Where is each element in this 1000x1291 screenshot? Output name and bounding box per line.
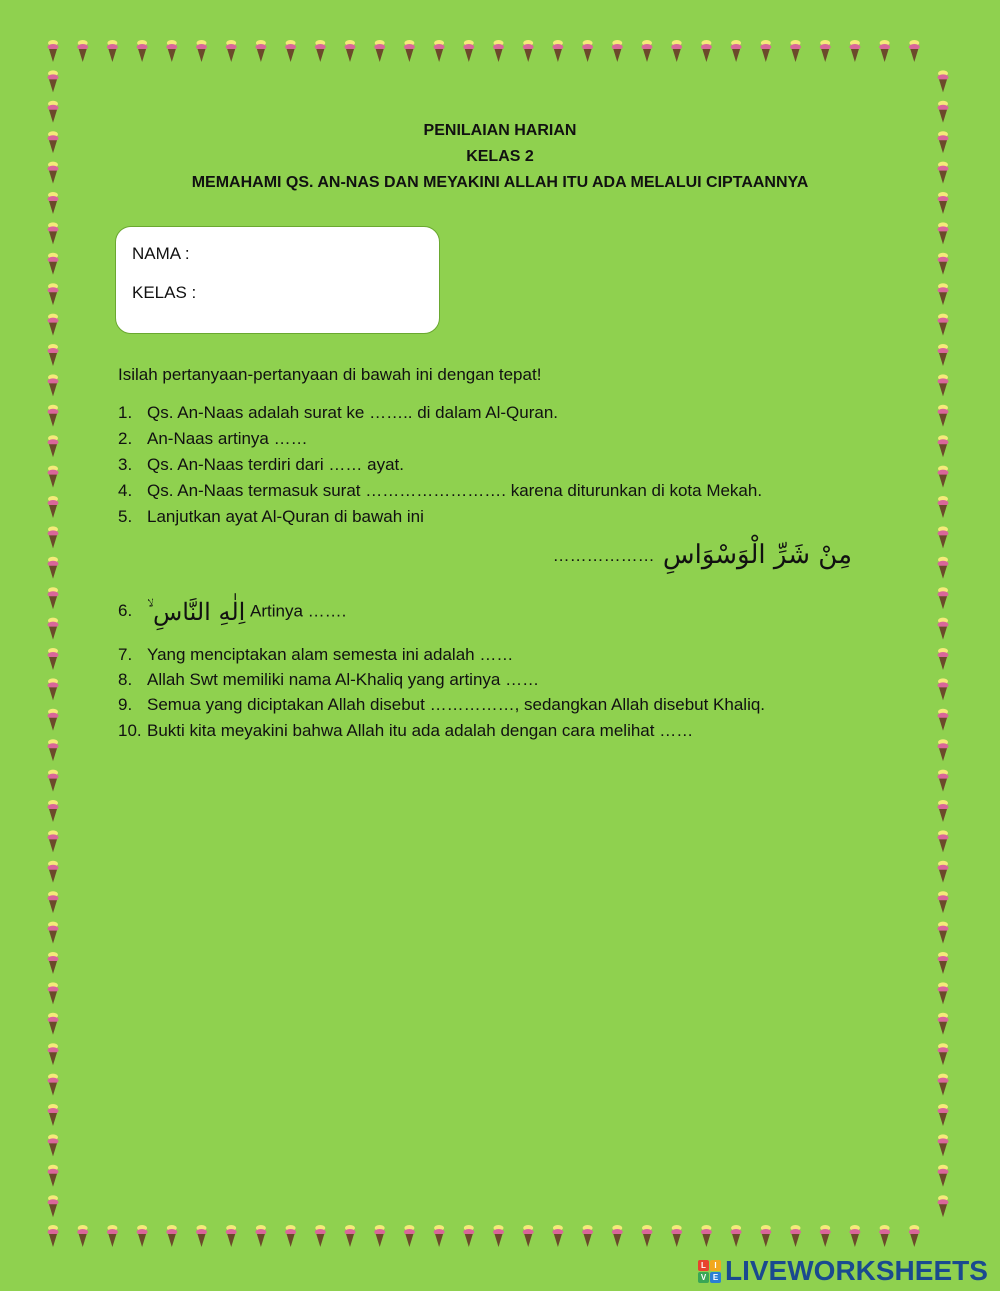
ice-cream-icon [879,1225,890,1247]
ice-cream-icon [166,40,177,62]
ice-cream-icon [255,40,266,62]
header-class: KELAS 2 [466,148,534,165]
ice-cream-icon [48,1104,59,1126]
question-number: 10. [118,721,142,740]
ice-cream-icon [48,557,59,579]
instruction-text: Isilah pertanyaan-pertanyaan di bawah ini dengan tepat! [118,365,542,384]
question-text: Bukti kita meyakini bahwa Allah itu ada adalah dengan cara melihat …… [147,721,694,740]
ice-cream-icon [938,1074,949,1096]
ice-cream-icon [48,861,59,883]
ice-cream-icon [642,40,653,62]
ice-cream-icon [48,1225,59,1247]
ice-cream-icon [938,1013,949,1035]
ice-cream-icon [48,952,59,974]
ice-cream-icon [938,344,949,366]
question-number: 1. [118,403,133,422]
question-7 [118,645,513,665]
ice-cream-icon [849,40,860,62]
ice-cream-icon [434,1225,445,1247]
ice-cream-icon [493,40,504,62]
ice-cream-icon [48,678,59,700]
ice-cream-icon [48,739,59,761]
ice-cream-icon [938,709,949,731]
name-field[interactable]: NAMA : [132,244,190,263]
ice-cream-icon [760,40,771,62]
ice-cream-icon [523,40,534,62]
question-4 [118,481,762,501]
ice-cream-icon [493,1225,504,1247]
ice-cream-icon [315,40,326,62]
question-number: 2. [118,429,133,448]
ice-cream-icon [463,40,474,62]
ice-cream-icon [938,496,949,518]
ice-cream-icon [820,1225,831,1247]
question-3 [118,455,404,475]
ice-cream-icon [938,466,949,488]
ice-cream-icon [48,283,59,305]
ice-cream-icon [48,618,59,640]
ice-cream-icon [790,40,801,62]
ice-cream-icon [701,1225,712,1247]
ice-cream-icon [48,982,59,1004]
ice-cream-icon [879,40,890,62]
ice-cream-icon [374,1225,385,1247]
ice-cream-icon [938,1134,949,1156]
ice-cream-icon [48,648,59,670]
ice-cream-icon [48,891,59,913]
question-8 [118,670,539,690]
ice-cream-icon [48,40,59,62]
ice-cream-icon [612,1225,623,1247]
ice-cream-icon [938,314,949,336]
answer-blank[interactable]: ……………… [552,546,655,565]
ice-cream-icon [938,648,949,670]
ice-cream-icon [285,1225,296,1247]
ice-cream-icon [642,1225,653,1247]
arabic-verse-5 [553,540,852,570]
ice-cream-icon [938,1043,949,1065]
ice-cream-icon [938,952,949,974]
question-number: 8. [118,670,133,689]
question-text: Allah Swt memiliki nama Al-Khaliq yang artinya …… [147,670,540,689]
ice-cream-icon [582,1225,593,1247]
ice-cream-icon [48,405,59,427]
ice-cream-icon [671,1225,682,1247]
ice-cream-icon [48,253,59,275]
question-text: An-Naas artinya …… [147,429,308,448]
ice-cream-icon [48,70,59,92]
identity-box [115,226,440,334]
ice-cream-icon [226,1225,237,1247]
ice-cream-icon [404,1225,415,1247]
question-text: Qs. An-Naas termasuk surat ……………………. karena diturunkan di kota Mekah. [147,481,763,500]
ice-cream-icon [255,1225,266,1247]
question-9 [118,695,765,715]
ice-cream-icon [938,374,949,396]
ice-cream-icon [938,1195,949,1217]
question-number: 3. [118,455,133,474]
logo-letter: L [698,1260,709,1271]
ice-cream-icon [612,40,623,62]
ice-cream-icon [582,40,593,62]
ice-cream-icon [938,1104,949,1126]
logo-letter: E [710,1272,721,1283]
question-5 [118,507,424,527]
ice-cream-icon [938,770,949,792]
ice-cream-icon [909,1225,920,1247]
header-title: PENILAIAN HARIAN [423,122,577,139]
ice-cream-icon [731,40,742,62]
ice-cream-icon [48,1013,59,1035]
ice-cream-icon [48,1043,59,1065]
question-1 [118,403,558,423]
ice-cream-icon [552,1225,563,1247]
ice-cream-icon [77,40,88,62]
ice-cream-icon [77,1225,88,1247]
ice-cream-icon [48,1134,59,1156]
question-text: Lanjutkan ayat Al-Quran di bawah ini [147,507,424,526]
ice-cream-icon [285,40,296,62]
question-number: 7. [118,645,133,664]
ice-cream-icon [48,374,59,396]
ice-cream-icon [166,1225,177,1247]
question-number: 6. [118,601,133,621]
ice-cream-icon [107,1225,118,1247]
ice-cream-icon [938,253,949,275]
question-text: Artinya ……. [250,601,347,621]
ice-cream-icon [552,40,563,62]
ice-cream-icon [938,405,949,427]
ice-cream-icon [137,40,148,62]
ice-cream-icon [48,770,59,792]
ice-cream-icon [48,800,59,822]
ice-cream-icon [48,709,59,731]
ice-cream-icon [938,526,949,548]
liveworksheets-logo-icon [698,1260,721,1283]
ice-cream-icon [434,40,445,62]
ice-cream-icon [226,40,237,62]
ice-cream-icon [48,587,59,609]
ice-cream-icon [938,1165,949,1187]
ice-cream-icon [196,40,207,62]
question-text: Qs. An-Naas adalah surat ke …….. di dalam Al-Quran. [147,403,559,422]
ice-cream-icon [48,922,59,944]
ice-cream-icon [48,526,59,548]
ice-cream-icon [760,1225,771,1247]
ice-cream-icon [48,496,59,518]
ice-cream-icon [938,830,949,852]
question-2 [118,429,308,449]
ice-cream-icon [463,1225,474,1247]
question-number: 9. [118,695,133,714]
class-field[interactable]: KELAS : [132,283,197,302]
ice-cream-icon [196,1225,207,1247]
ice-cream-icon [938,222,949,244]
ice-cream-icon [938,618,949,640]
brand-name: LIVEWORKSHEETS [725,1255,988,1286]
question-10 [118,721,693,741]
header-topic: MEMAHAMI QS. AN-NAS DAN MEYAKINI ALLAH ITU ADA MELALUI CIPTAANNYA [191,174,809,191]
ice-cream-icon [790,1225,801,1247]
ice-cream-icon [731,1225,742,1247]
ice-cream-icon [938,678,949,700]
ice-cream-icon [345,40,356,62]
question-6 [118,598,346,626]
ice-cream-icon [374,40,385,62]
question-text: Yang menciptakan alam semesta ini adalah …… [147,645,514,664]
ice-cream-icon [701,40,712,62]
ice-cream-icon [909,40,920,62]
logo-letter: V [698,1272,709,1283]
ice-cream-icon [938,800,949,822]
ice-cream-icon [315,1225,326,1247]
logo-letter: I [710,1260,721,1271]
ice-cream-icon [671,40,682,62]
ice-cream-icon [48,1195,59,1217]
ice-cream-icon [137,1225,148,1247]
ice-cream-icon [938,739,949,761]
ice-cream-icon [404,40,415,62]
ice-cream-icon [938,861,949,883]
liveworksheets-brand[interactable] [698,1256,988,1286]
arabic-verse-6: اِلٰهِ النَّاسِ ۙ [147,598,246,626]
ice-cream-icon [48,435,59,457]
ice-cream-icon [849,1225,860,1247]
ice-cream-icon [48,466,59,488]
ice-cream-icon [938,982,949,1004]
ice-cream-icon [48,314,59,336]
arabic-verse-text: مِنْ شَرِّ الْوَسْوَاسِ [662,540,852,570]
ice-cream-icon [345,1225,356,1247]
ice-cream-icon [820,40,831,62]
ice-cream-icon [107,40,118,62]
question-number: 4. [118,481,133,500]
ice-cream-icon [938,70,949,92]
question-text: Qs. An-Naas terdiri dari …… ayat. [147,455,404,474]
ice-cream-icon [523,1225,534,1247]
question-text: Semua yang diciptakan Allah disebut ……………, sedangkan Allah disebut Khaliq. [147,695,766,714]
ice-cream-icon [938,557,949,579]
ice-cream-icon [938,587,949,609]
ice-cream-icon [938,891,949,913]
ice-cream-icon [938,435,949,457]
question-number: 5. [118,507,133,526]
worksheet-header [0,118,1000,196]
ice-cream-icon [48,344,59,366]
ice-cream-icon [48,1074,59,1096]
ice-cream-icon [48,222,59,244]
ice-cream-icon [938,283,949,305]
ice-cream-icon [938,922,949,944]
ice-cream-icon [48,1165,59,1187]
ice-cream-icon [48,830,59,852]
